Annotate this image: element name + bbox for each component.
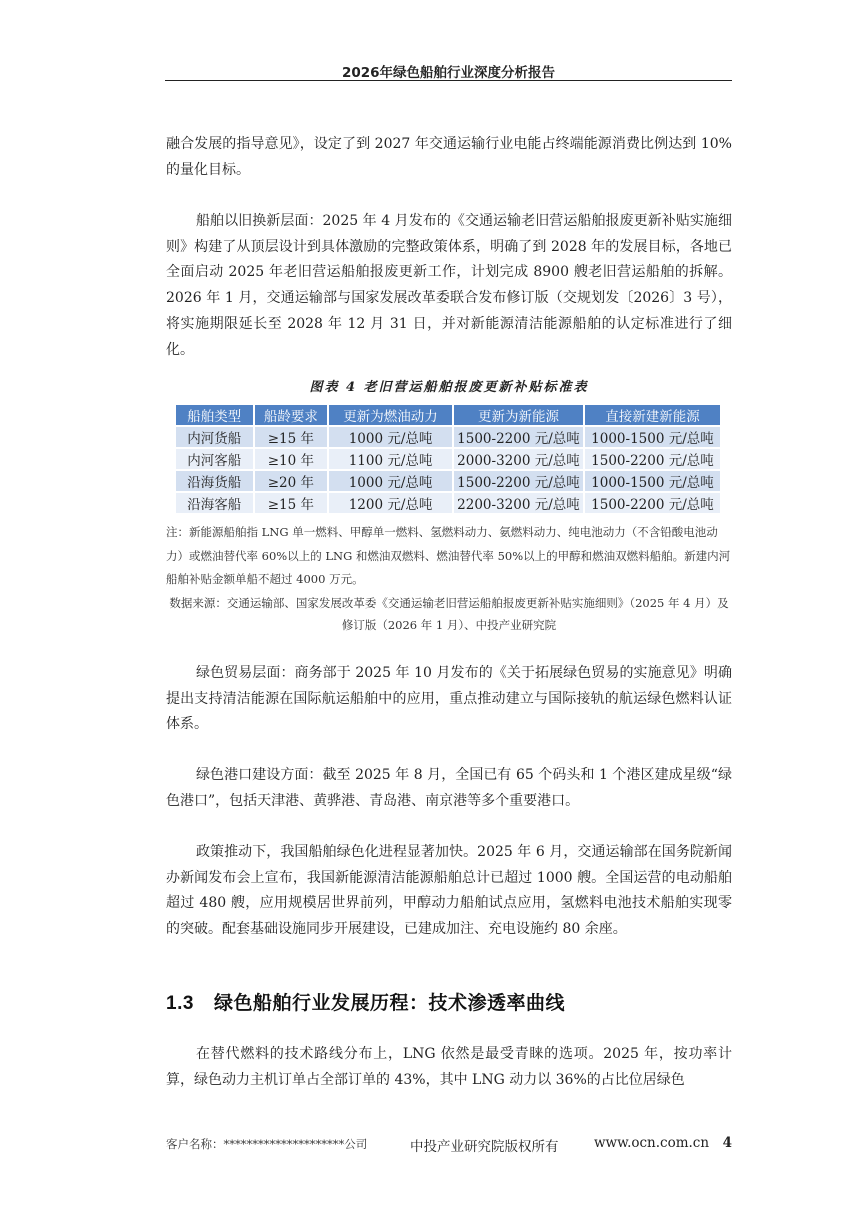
column-header: 船舶类型: [176, 405, 253, 425]
footer-client-name: 客户名称：*********************公司: [166, 1137, 368, 1151]
paragraph-fuel-routes: 在替代燃料的技术路线分布上，LNG 依然是最受青睐的选项。2025 年，按功率计算，绿色动力主机订单占全部订单的 43%，其中 LNG 动力以 36%的占比位居绿色: [166, 1046, 732, 1088]
footer-website-link[interactable]: www.ocn.com.cn: [594, 1135, 710, 1151]
table-cell: 沿海客船: [176, 493, 253, 513]
paragraph-green-ports: 绿色港口建设方面：截至 2025 年 8 月，全国已有 65 个码头和 1 个港区建成星级“绿色港口”，包括天津港、黄骅港、青岛港、南京港等多个重要港口。: [166, 767, 732, 809]
table-row: [176, 449, 720, 469]
table-cell: 沿海货船: [176, 471, 253, 491]
section-number: 1.3: [166, 993, 194, 1014]
column-header: 更新为新能源: [454, 405, 583, 425]
column-header: 更新为燃油动力: [329, 405, 452, 425]
figure-title: 图表 4 老旧营运船舶报废更新补贴标准表: [309, 380, 589, 395]
table-row: [176, 427, 720, 447]
table-cell: 1500-2200 元/总吨: [585, 449, 720, 469]
table-note: 注：新能源船舶指 LNG 单一燃料、甲醇单一燃料、氢燃料动力、氨燃料动力、纯电池动力（不含铅酸电池动力）或燃油替代率 60%以上的 LNG 和燃油双燃料、燃油替代率 50%以上的甲醇和燃油双燃料船舶。新建内河船舶补贴金额单船不超过 4000 万元。: [166, 525, 731, 586]
table-cell: 2000-3200 元/总吨: [454, 449, 583, 469]
table-cell: 内河货船: [176, 427, 253, 447]
table-cell: 1000-1500 元/总吨: [585, 427, 720, 447]
page-number: 4: [722, 1135, 732, 1151]
header-divider: [165, 80, 732, 81]
table-cell: 1500-2200 元/总吨: [454, 427, 583, 447]
subsidy-standard-table: [174, 403, 722, 515]
paragraph-energy-target: 融合发展的指导意见》，设定了到 2027 年交通运输行业电能占终端能源消费比例达到 10%的量化目标。: [166, 136, 732, 178]
table-cell: ≥15 年: [255, 493, 328, 513]
table-cell: 1000 元/总吨: [329, 471, 452, 491]
table-cell: ≥20 年: [255, 471, 328, 491]
table-cell: 1500-2200 元/总吨: [585, 493, 720, 513]
paragraph-green-trade: 绿色贸易层面：商务部于 2025 年 10 月发布的《关于拓展绿色贸易的实施意见》明确提出支持清洁能源在国际航运船舶中的应用，重点推动建立与国际接轨的航运绿色燃料认证体系。: [166, 665, 732, 733]
page-header-title: 2026年绿色船舶行业深度分析报告: [341, 65, 556, 81]
paragraph-policy-progress: 政策推动下，我国船舶绿色化进程显著加快。2025 年 6 月，交通运输部在国务院新闻办新闻发布会上宣布，我国新能源清洁能源船舶总计已超过 1000 艘。全国运营的电动船舶超过 480 艘，应用规模居世界前列，甲醇动力船舶试点应用，氢燃料电池技术船舶实现零的突破。配套基础设施同步开展建设，已建成加注、充电设施约 80 余座。: [166, 844, 732, 938]
table-cell: 1200 元/总吨: [329, 493, 452, 513]
table-cell: 1000-1500 元/总吨: [585, 471, 720, 491]
table-cell: 1500-2200 元/总吨: [454, 471, 583, 491]
data-source: 数据来源：交通运输部、国家发展改革委《交通运输老旧营运船舶报废更新补贴实施细则》（2025 年 4 月）及修订版（2026 年 1 月）、中投产业研究院: [169, 596, 729, 632]
section-heading: [166, 988, 732, 1015]
table-row: [176, 493, 720, 513]
table-cell: ≥10 年: [255, 449, 328, 469]
table-cell: 1100 元/总吨: [329, 449, 452, 469]
section-title: 绿色船舶行业发展历程：技术渗透率曲线: [214, 992, 566, 1014]
table-cell: 1000 元/总吨: [329, 427, 452, 447]
table-cell: ≥15 年: [255, 427, 328, 447]
footer-copyright: 中投产业研究院版权所有: [410, 1139, 559, 1155]
column-header: 直接新建新能源: [585, 405, 720, 425]
table-cell: 2200-3200 元/总吨: [454, 493, 583, 513]
page-footer: [166, 1135, 732, 1155]
paragraph-ship-replacement: 船舶以旧换新层面：2025 年 4 月发布的《交通运输老旧营运船舶报废更新补贴实施细则》构建了从顶层设计到具体激励的完整政策体系，明确了到 2028 年的发展目标，各地已全面启动 2025 年老旧营运船舶报废更新工作，计划完成 8900 艘老旧营运船舶的拆解。2026 年 1 月，交通运输部与国家发展改革委联合发布修订版（交规划发〔2026〕3 号），将实施期限延长至 2028 年 12 月 31 日，并对新能源清洁能源船舶的认定标准进行了细化。: [166, 213, 732, 358]
table-cell: 内河客船: [176, 449, 253, 469]
column-header: 船龄要求: [255, 405, 328, 425]
table-row: [176, 471, 720, 491]
table-header-row: [176, 405, 720, 425]
